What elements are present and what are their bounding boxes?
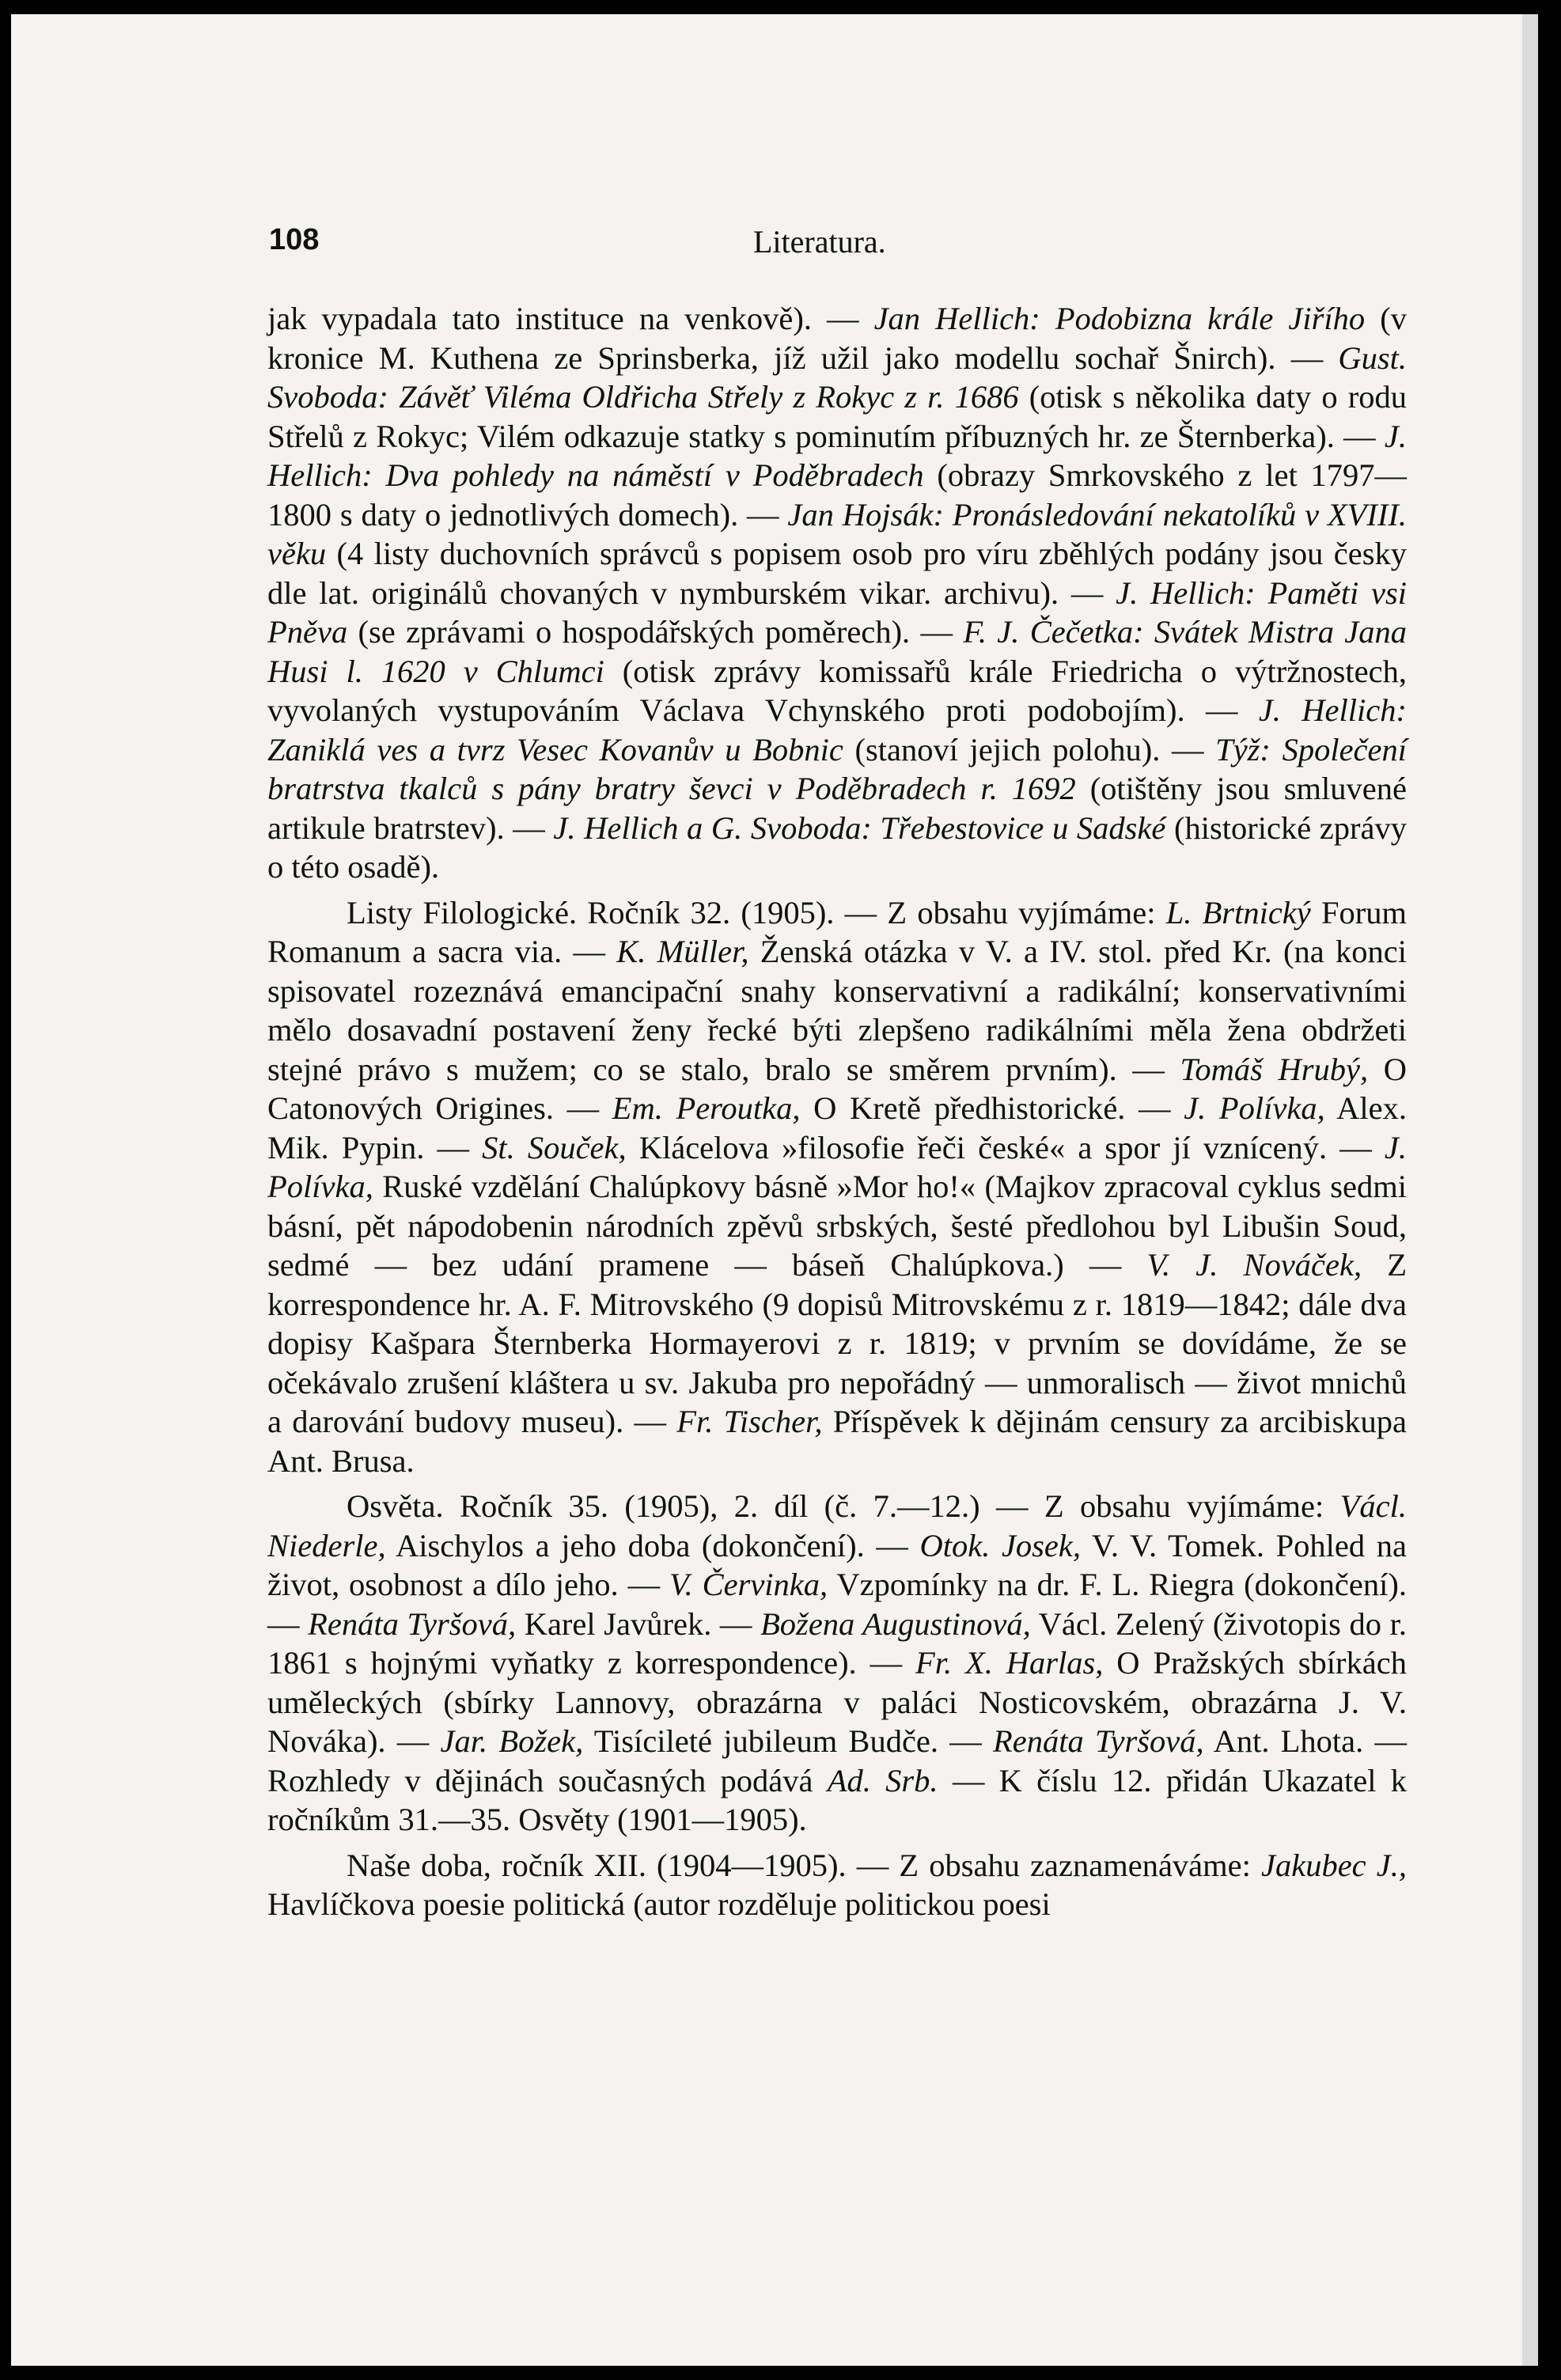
- citation-italic: Týž: Společení bratrstva tkalců s pány bratry ševci v Poděbradech r. 1692: [267, 731, 1407, 806]
- text-run: Alex. Mik. Pypin. —: [267, 1090, 1407, 1165]
- citation-italic: Jakubec J.,: [1261, 1847, 1407, 1883]
- body-text: [267, 299, 1407, 1924]
- paragraph-nase-doba: [267, 1846, 1407, 1924]
- text-run: (otisk s několika daty o rodu Střelů z Rokyc; Vilém odkazuje statky s pominutím příbuzných hr. ze Šternberka). —: [267, 379, 1407, 454]
- text-run: (otisk zprávy komissařů krále Friedricha o výtržnostech, vyvolaných vystupováním Václava Vchynského proti podobojím). —: [267, 653, 1408, 728]
- citation-italic: Renáta Tyršová,: [993, 1723, 1204, 1759]
- text-run: Klácelova »filosofie řeči české« a spor jí vznícený. —: [626, 1129, 1385, 1165]
- page-number: 108: [269, 223, 320, 256]
- text-run: O Catonových Origines. —: [267, 1051, 1407, 1126]
- text-run: Z korrespondence hr. A. F. Mitrovského (9 dopisů Mitrovskému z r. 1819—1842; dále dva dopisy Kašpara Šternberka Hormayerovi z r. 1819; v prvním se dovídáme, že se očekávalo zrušení kláštera u sv. Jakuba pro nepořádný — unmoralisch — život mnichů a darování budovy museu). —: [267, 1247, 1407, 1439]
- text-run: Karel Javůrek. —: [516, 1605, 761, 1642]
- text-run: Osvěta. Ročník 35. (1905), 2. díl (č. 7.—12.) — Z obsahu vyjímáme:: [347, 1488, 1340, 1524]
- citation-italic: V. Červinka,: [669, 1567, 828, 1602]
- text-run: O Pražských sbírkách uměleckých (sbírky Lannovy, obrazárna v paláci Nosticovském, obrazárna J. V. Nováka). —: [267, 1645, 1407, 1759]
- text-run: Václ. Zelený (životopis do r. 1861 s hojnými vyňatky z korrespondence). —: [267, 1605, 1407, 1681]
- citation-italic: Otok. Josek,: [919, 1527, 1082, 1563]
- text-run: Příspěvek k dějinám censury za arcibiskupa Ant. Brusa.: [267, 1404, 1407, 1479]
- text-run: Ženská otázka v V. a IV. stol. před Kr. (na konci spisovatel rozeznává emancipační snahy konservativní a radikální; konservativními mělo dosavadní postavení ženy řecké býti zlepšeno radikálními měla žena obdržeti stejné právo s mužem; co se stalo, bralo se směrem prvním). —: [267, 934, 1407, 1087]
- text-run: Ruské vzdělání Chalúpkovy básně »Mor ho!« (Majkov zpracoval cyklus sedmi básní, pět nápodobenin národních zpěvů srbských, šesté předlohou byl Libušin Soud, sedmé — bez udání pramene — báseň Chalúpkova.) —: [267, 1169, 1407, 1283]
- citation-italic: K. Müller,: [616, 934, 749, 969]
- text-run: O Kretě předhistorické. —: [800, 1090, 1184, 1126]
- text-run: (historické zprávy o této osadě).: [267, 809, 1407, 885]
- citation-italic: Renáta Tyršová,: [308, 1605, 517, 1642]
- text-run: (v kronice M. Kuthena ze Sprinsberka, jíž užil jako modellu sochař Šnirch). —: [267, 301, 1407, 376]
- citation-italic: J. Hellich: Dva pohledy na náměstí v Poděbradech: [267, 418, 1407, 493]
- citation-italic: J. Polívka,: [1184, 1090, 1325, 1126]
- text-run: Aischylos a jeho doba (dokončení). —: [385, 1527, 920, 1563]
- citation-italic: J. Hellich: Paměti vsi Pněva: [267, 574, 1407, 650]
- citation-italic: V. J. Nováček,: [1146, 1247, 1362, 1283]
- citation-italic: Václ. Niederle,: [267, 1488, 1407, 1563]
- paragraph-listy-filologicke: [267, 893, 1407, 1481]
- citation-italic: F. J. Čečetka: Svátek Mistra Jana Husi l. 1620 v Chlumci: [267, 614, 1407, 689]
- text-run: Vzpomínky na dr. F. L. Riegra (dokončení). —: [267, 1567, 1407, 1642]
- text-run: (se zprávami o hospodářských poměrech). —: [347, 614, 964, 650]
- citation-italic: Fr. Tischer,: [676, 1404, 823, 1439]
- text-run: — K číslu 12. přidán Ukazatel k ročníkům 31.—35. Osvěty (1901—1905).: [267, 1762, 1408, 1837]
- text-run: (4 listy duchovních správců s popisem osob pro víru zběhlých podány jsou česky dle lat. originálů chovaných v nymburském vikar. archivu). —: [267, 536, 1407, 611]
- text-run: Havlíčkova poesie politická (autor rozděluje politickou poesi: [267, 1886, 1051, 1922]
- citation-italic: Em. Peroutka,: [612, 1090, 801, 1126]
- citation-italic: Gust. Svoboda: Závěť Viléma Oldřicha Střely z Rokyc z r. 1686: [267, 339, 1407, 415]
- text-run: jak vypadala tato instituce na venkově). —: [267, 301, 874, 336]
- citation-italic: J. Polívka,: [267, 1129, 1407, 1204]
- citation-italic: Fr. X. Harlas,: [915, 1645, 1104, 1681]
- text-run: Tisícileté jubileum Budče. —: [583, 1723, 993, 1759]
- text-run: Naše doba, ročník XII. (1904—1905). — Z obsahu zaznamenáváme:: [347, 1847, 1261, 1883]
- paragraph-osveta: [267, 1487, 1407, 1840]
- page-edge-strip: [1522, 14, 1538, 2366]
- running-header: [269, 223, 1408, 271]
- citation-italic: St. Souček,: [482, 1129, 627, 1165]
- citation-italic: Jar. Božek,: [440, 1723, 584, 1759]
- text-run: Listy Filologické. Ročník 32. (1905). — Z obsahu vyjímáme:: [347, 894, 1166, 930]
- citation-italic: L. Brtnický: [1165, 894, 1311, 930]
- citation-italic: Tomáš Hrubý,: [1180, 1051, 1369, 1087]
- text-run: (obrazy Smrkovského z let 1797—1800 s daty o jednotlivých domech). —: [267, 457, 1407, 532]
- text-run: (otištěny jsou smluvené artikule bratrstev). —: [267, 771, 1407, 846]
- citation-italic: Ad. Srb.: [827, 1762, 938, 1798]
- paragraph-intro: [267, 299, 1407, 887]
- text-run: Ant. Lhota. — Rozhledy v dějinách současných podává: [267, 1723, 1408, 1798]
- citation-italic: Jan Hellich: Podobizna krále Jiřího: [873, 301, 1366, 336]
- text-run: V. V. Tomek. Pohled na život, osobnost a dílo jeho. —: [267, 1527, 1407, 1602]
- citation-italic: J. Hellich a G. Svoboda: Třebestovice u Sadské: [553, 809, 1166, 846]
- citation-italic: Božena Augustinová,: [760, 1605, 1031, 1642]
- running-title: Literatura.: [753, 224, 886, 260]
- citation-italic: J. Hellich: Zaniklá ves a tvrz Vesec Kovanův u Bobnic: [267, 692, 1407, 767]
- text-run: Forum Romanum a sacra via. —: [267, 894, 1407, 969]
- text-run: (stanoví jejich polohu). —: [843, 731, 1216, 767]
- citation-italic: Jan Hojsák: Pronásledování nekatolíků v XVIII. věku: [267, 496, 1407, 571]
